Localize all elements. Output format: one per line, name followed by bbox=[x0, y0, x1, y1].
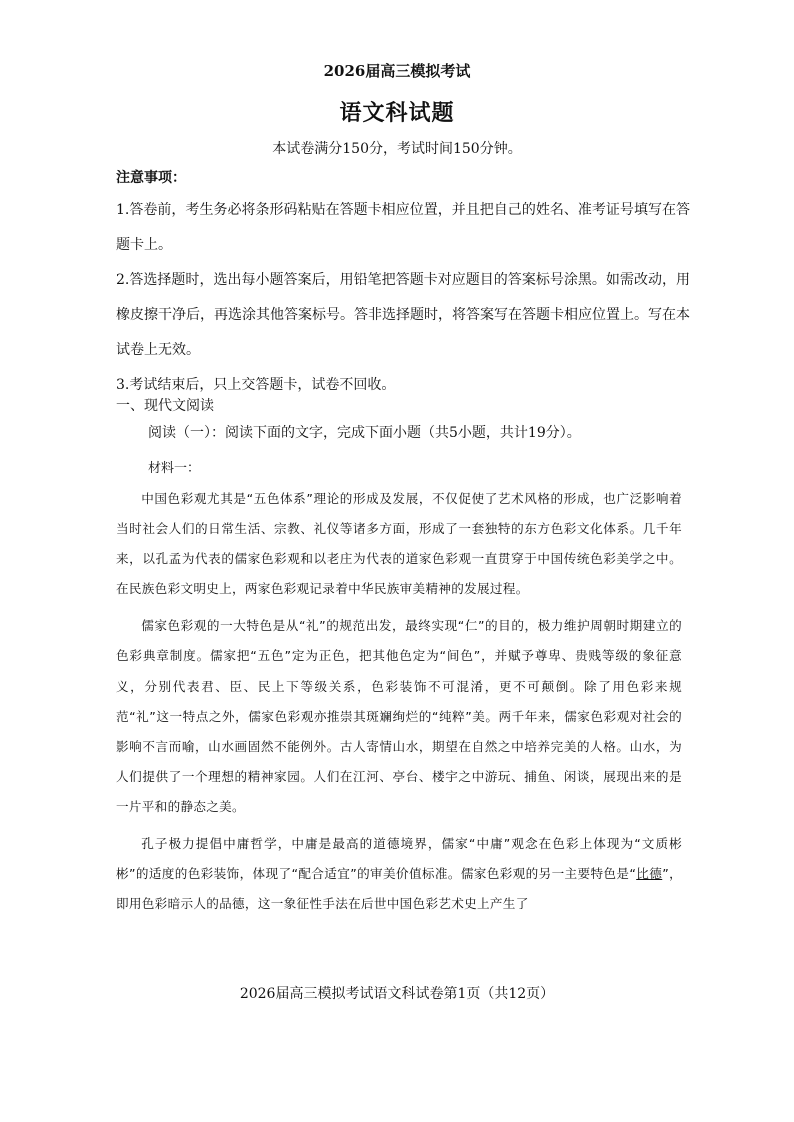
note-item-1: 1.答卷前，考生务必将条形码粘贴在答题卡相应位置，并且把自己的姓名、准考证号填写在答题卡上。 bbox=[116, 202, 690, 253]
material-label: 材料一： bbox=[148, 461, 201, 476]
note-item-2: 2.答选择题时，选出每小题答案后，用铅笔把答题卡对应题目的答案标号涂黑。如需改动，用橡皮擦干净后，再选涂其他答案标号。答非选择题时，将答案写在答题卡相应位置上。写在本试卷上无效。 bbox=[116, 272, 690, 358]
underlined-term: 比德 bbox=[636, 866, 663, 882]
paragraph-3-tail: ”，即用色彩暗示人的品德，这一象征性手法在后世中国色彩艺术史上产生了 bbox=[116, 866, 683, 912]
notes-heading: 注意事项： bbox=[116, 170, 186, 186]
article-paragraph-1: 中国色彩观尤其是“五色体系”理论的形成及发展，不仅促使了艺术风格的形成，也广泛影响着当时社会人们的日常生活、宗教、礼仪等诸多方面，形成了一套独特的东方色彩文化体系。几千年来，以孔孟为代表的儒家色彩观和以老庄为代表的道家色彩观一直贯穿于中国传统色彩美学之中。在民族色彩文明史上，两家色彩观记录着中华民族审美精神的发展过程。 bbox=[116, 491, 682, 597]
page-footer: 2026届高三模拟考试语文科试卷第1页（共12页） bbox=[239, 986, 555, 1002]
note-item-3: 3.考试结束后，只上交答题卡，试卷不回收。 bbox=[116, 377, 396, 393]
section-title: 一、现代文阅读 bbox=[116, 398, 214, 414]
paragraph-3-lead: 孔子极力提倡中庸哲学，中庸是最高的道德境界，儒家“中庸”观念在色彩上体现为“文质彬彬”的适度的色彩装饰，体现了“配合适宜”的审美价值标准。儒家色彩观的另一主要特色是“ bbox=[116, 836, 682, 882]
reading-intro: 阅读（一）：阅读下面的文字，完成下面小题（共5小题，共计19分）。 bbox=[148, 425, 581, 441]
article-body bbox=[116, 484, 682, 919]
score-info: 本试卷满分150分，考试时间150分钟。 bbox=[272, 141, 522, 157]
subject-title: 语文科试题 bbox=[339, 100, 455, 126]
article-paragraph-3 bbox=[116, 829, 682, 919]
article-paragraph-2: 儒家色彩观的一大特色是从“礼”的规范出发，最终实现“仁”的目的，极力维护周朝时期建立的色彩典章制度。儒家把“五色”定为正色，把其他色定为“间色”，并赋予尊卑、贵贱等级的象征意义，分别代表君、臣、民上下等级关系，色彩装饰不可混淆，更不可颠倒。除了用色彩来规范“礼”这一特点之外，儒家色彩观亦推崇其斑斓绚烂的“纯粹”美。两千年来，儒家色彩观对社会的影响不言而喻，山水画固然不能例外。古人寄情山水，期望在自然之中培养完美的人格。山水，为人们提供了一个理想的精神家园。人们在江河、亭台、楼宇之中游玩、捕鱼、闲谈，展现出来的是一片平和的静态之美。 bbox=[116, 618, 682, 814]
exam-title: 2026届高三模拟考试 bbox=[323, 62, 471, 80]
notes-section bbox=[116, 167, 690, 403]
